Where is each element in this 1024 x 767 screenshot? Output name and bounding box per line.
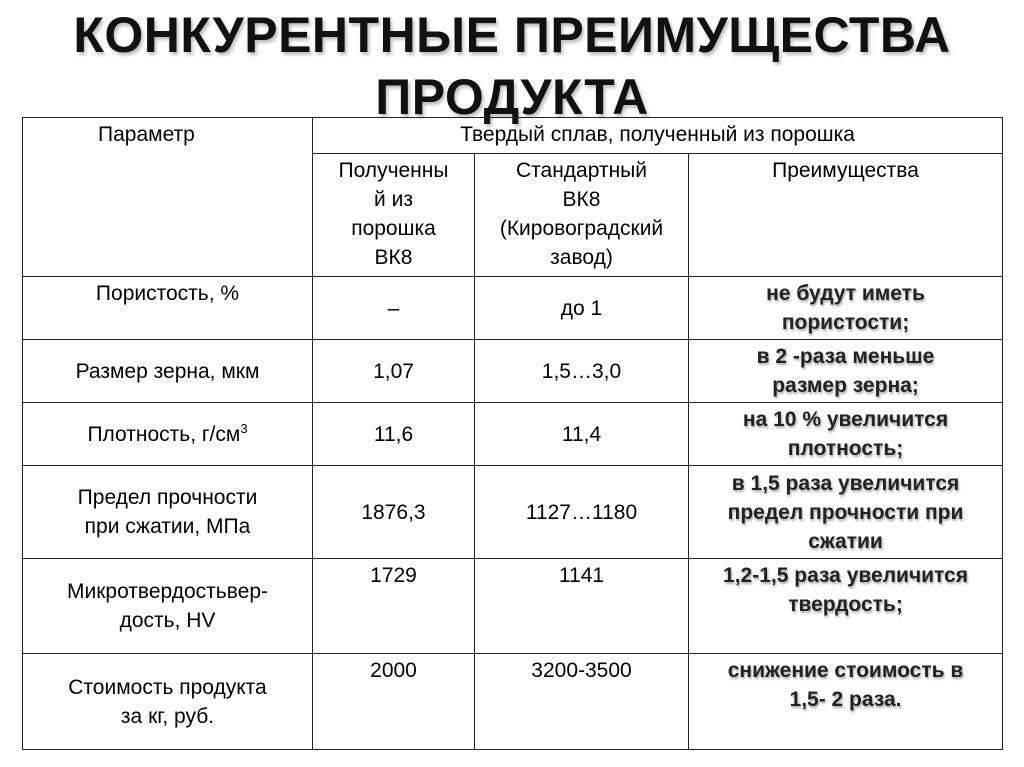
header-obtained: Полученны й из порошка ВК8 [313, 154, 475, 277]
row-advantage: не будут иметь пористости; [689, 277, 1003, 340]
row-advantage: 1,2-1,5 раза увеличится твердость; [689, 559, 1003, 654]
row-parameter: Размер зерна, мкм [23, 340, 313, 403]
row-parameter: Пористость, % [23, 277, 313, 340]
table-row [23, 654, 1003, 750]
row-parameter-text: Плотность, г/см [87, 422, 241, 446]
table-row [23, 403, 1003, 466]
table-row [23, 277, 1003, 340]
table-row [23, 340, 1003, 403]
header-advantages: Преимущества [689, 154, 1003, 277]
row-obtained: 2000 [313, 654, 475, 750]
row-obtained: 1876,3 [313, 466, 475, 559]
row-obtained: 1,07 [313, 340, 475, 403]
row-obtained: – [313, 277, 475, 340]
page-title [0, 4, 1024, 128]
table-header-row [23, 118, 1003, 154]
table-row [23, 559, 1003, 654]
row-standard: 11,4 [475, 403, 689, 466]
row-advantage: в 1,5 раза увеличится предел прочности при сжатии [689, 466, 1003, 559]
row-standard: 1141 [475, 559, 689, 654]
header-parameter: Параметр [23, 118, 313, 277]
row-advantage: на 10 % увеличится плотность; [689, 403, 1003, 466]
row-parameter: Микротвердостьвер- дость, HV [23, 559, 313, 654]
row-parameter [23, 403, 313, 466]
row-standard: 1,5…3,0 [475, 340, 689, 403]
row-parameter: Стоимость продукта за кг, руб. [23, 654, 313, 750]
row-standard: 1127…1180 [475, 466, 689, 559]
row-advantage: снижение стоимость в 1,5- 2 раза. [689, 654, 1003, 750]
row-standard: 3200-3500 [475, 654, 689, 750]
header-standard: Стандартный ВК8 (Кировоградский завод) [475, 154, 689, 277]
comparison-table [22, 117, 1003, 750]
row-standard: до 1 [475, 277, 689, 340]
row-obtained: 1729 [313, 559, 475, 654]
title-line-1: КОНКУРЕНТНЫЕ ПРЕИМУЩЕСТВА [73, 7, 951, 63]
table-row [23, 466, 1003, 559]
row-parameter: Предел прочности при сжатии, МПа [23, 466, 313, 559]
header-group: Твердый сплав, полученный из порошка [313, 118, 1003, 154]
title-line-2: ПРОДУКТА [375, 69, 649, 125]
row-parameter-sup: 3 [240, 420, 248, 436]
row-advantage: в 2 -раза меньше размер зерна; [689, 340, 1003, 403]
row-obtained: 11,6 [313, 403, 475, 466]
